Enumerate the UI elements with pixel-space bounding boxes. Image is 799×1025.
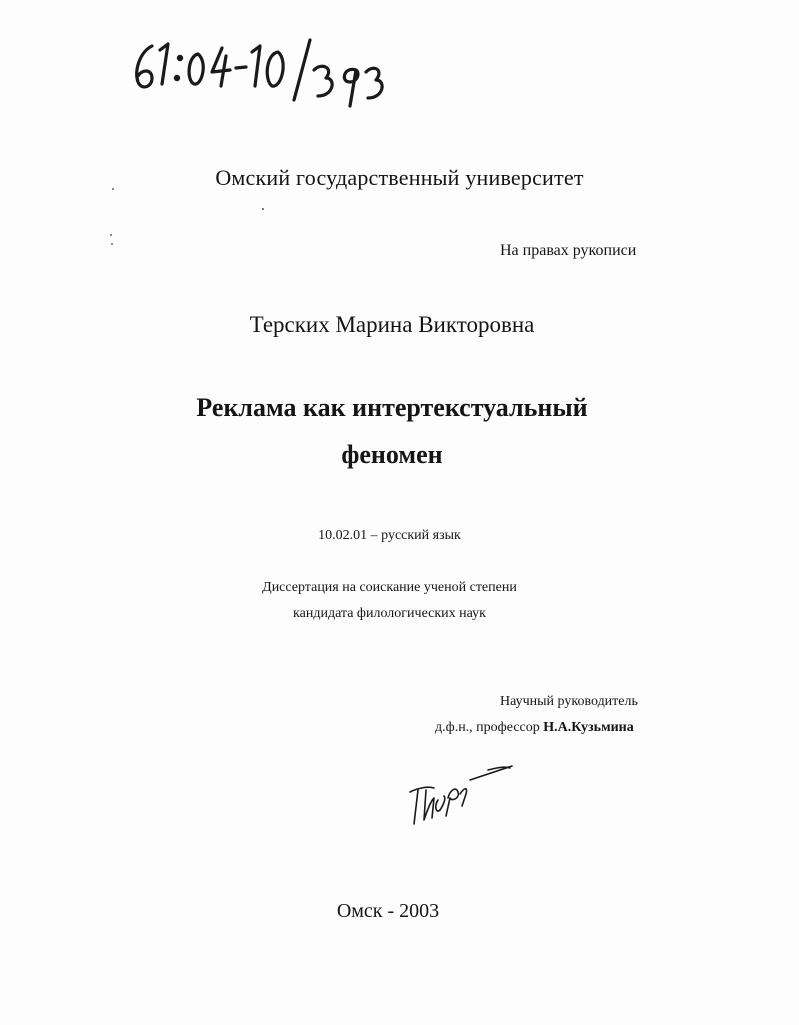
scan-speck (110, 234, 112, 236)
manuscript-rights-note: На правах рукописи (500, 242, 637, 259)
supervisor-name: Н.А.Кузьмина (543, 720, 634, 735)
university-name: Омский государственный университет (215, 165, 584, 190)
specialty-code: 10.02.01 – русский язык (318, 528, 461, 543)
supervisor-degree: д.ф.н., профессор (435, 720, 544, 735)
supervisor-label: Научный руководитель (500, 694, 638, 709)
handwritten-archive-number (128, 36, 388, 116)
handwritten-archive-number-drawing (128, 36, 388, 116)
author-signature (404, 758, 514, 830)
scan-speck (111, 243, 113, 245)
city-year: Омск - 2003 (336, 900, 440, 922)
dissertation-title-line2: феномен (341, 440, 443, 469)
dissertation-degree-line1: Диссертация на соискание ученой степени (262, 580, 517, 595)
author-name: Терских Марина Викторовна (249, 312, 535, 337)
signature-drawing (404, 758, 514, 830)
scan-speck (262, 208, 264, 210)
dissertation-title-line1: Реклама как интертекстуальный (196, 393, 588, 422)
supervisor-info (435, 720, 634, 736)
dissertation-degree-line2: кандидата филологических наук (293, 606, 486, 621)
